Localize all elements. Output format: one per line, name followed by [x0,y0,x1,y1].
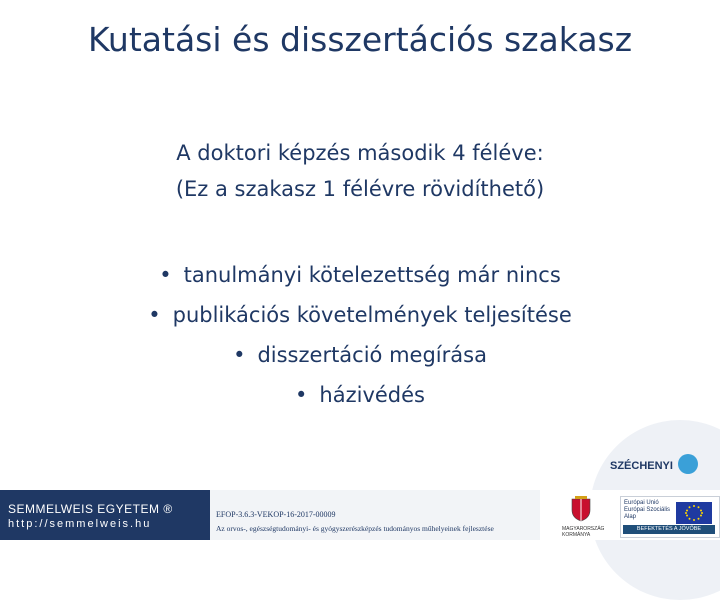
project-description: Az orvos-, egészségtudományi- és gyógyszerészképzés tudományos műhelyeinek fejlesztése [216,524,494,533]
university-block [0,490,210,540]
crest-label: MAGYARORSZÁG KORMÁNYA [562,526,605,538]
eu-flag-icon [676,502,712,524]
slide-title: Kutatási és disszertációs szakasz [87,20,633,59]
subtitle-line-1: A doktori képzés második 4 féléve: [176,141,544,165]
eu-banner: BEFEKTETÉS A JÖVŐBE [623,525,715,534]
bullet-list [0,255,720,415]
subtitle-block [0,135,720,207]
hungarian-crest-icon [570,496,592,522]
bullet-item: • házivédés [295,383,425,407]
bullet-item: • disszertáció megírása [233,343,487,367]
project-info [210,490,540,540]
szechenyi-badge-icon [678,454,698,474]
eu-fund-logo [620,496,720,538]
subtitle-line-2: (Ez a szakasz 1 félévre rövidíthető) [175,177,545,201]
bullet-dot-icon: • [295,383,308,407]
project-code: EFOP-3.6.3-VEKOP-16-2017-00009 [216,510,336,519]
funding-logos [540,490,720,540]
szechenyi-label: SZÉCHENYI [610,460,673,472]
szechenyi-logo [540,420,720,490]
footer [0,490,720,540]
bullet-item: • publikációs követelmények teljesítése [148,303,572,327]
bullet-dot-icon: • [233,343,246,367]
bullet-dot-icon: • [159,263,172,287]
eu-text: Európai Unió Európai Szociális Alap [624,500,671,520]
university-url[interactable]: http://semmelweis.hu [8,518,152,530]
bullet-item: • tanulmányi kötelezettség már nincs [159,263,561,287]
university-name: SEMMELWEIS EGYETEM ® [8,502,173,516]
bullet-dot-icon: • [148,303,161,327]
